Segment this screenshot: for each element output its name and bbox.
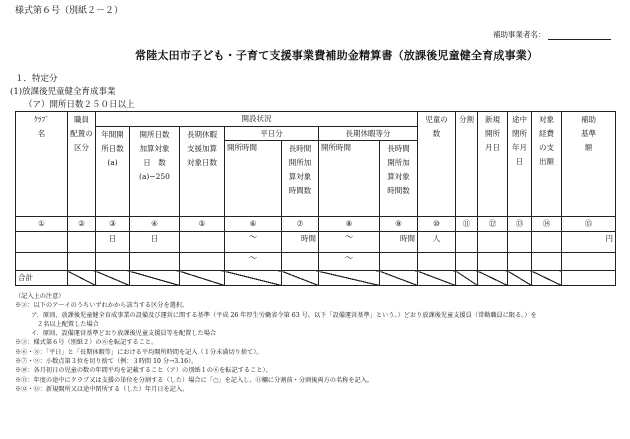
- header-children: 児童の 数: [418, 112, 456, 217]
- col-num-14: ⑭: [532, 217, 562, 232]
- cell-split: [456, 231, 478, 252]
- recipient-underline: [548, 39, 611, 40]
- cell-subsidy: 円: [562, 231, 616, 252]
- col-num-9: ⑨: [380, 217, 418, 232]
- recipient-label: 補助事業者名：: [493, 30, 546, 39]
- settlement-table: [15, 111, 616, 286]
- col-num-15: ⑮: [562, 217, 616, 232]
- diag-cell: [508, 271, 532, 286]
- col-num-11: ⑪: [456, 217, 478, 232]
- cell-vacation-long: 時間: [380, 231, 418, 252]
- col-num-13: ⑬: [508, 217, 532, 232]
- notes-title: （記入上の注意）: [15, 293, 65, 300]
- cell-new-open: [478, 231, 508, 252]
- header-vacation-hours: 開所時間: [319, 141, 380, 217]
- header-club-name: [16, 112, 68, 217]
- header-subsidy-standard: 補助 基準 額: [562, 112, 616, 217]
- diag-cell: [225, 271, 282, 286]
- diag-cell: [418, 271, 456, 286]
- header-long-vacation: 長期休暇等分: [319, 126, 418, 141]
- note-line: イ．原則、設備運営基準どおり放課後児童支援員等を配置した場合: [31, 330, 217, 338]
- cell-mid-close: [508, 231, 532, 252]
- note-line: ア．原則、放課後児童健全育成事業の設備及び運営に関する基準（平成 26 年厚生労働省令第 63 号。以下「設備運営基準」という。）どおり放課後児童支援員（常勤職員に限る。）を: [31, 311, 537, 319]
- header-vacation-long-hours: 長時間 開所加 算対象 時間数: [380, 141, 418, 217]
- diag-cell: [68, 271, 96, 286]
- header-new-open: 新規 開所 月日: [478, 112, 508, 217]
- cell-target-cost: [532, 231, 562, 252]
- cell-vacation-hours-2: ～: [319, 252, 380, 271]
- cell-open-days: 日: [96, 231, 130, 252]
- header-split: 分割: [456, 112, 478, 217]
- header-long-support-days: 長期休暇 支援加算 対象日数: [180, 126, 225, 217]
- diag-cell: [282, 271, 319, 286]
- note-line: ２名以上配置した場合: [37, 320, 99, 328]
- col-num-6: ⑥: [225, 217, 282, 232]
- header-mid-close: 途中 閉所 年月 日: [508, 112, 532, 217]
- note-line: ※⑫・⑬：新規開所又は途中閉所する（した）年月日を記入。: [15, 385, 189, 393]
- form-number: 様式第６号（別紙２－２）: [15, 6, 124, 16]
- col-num-1: ①: [16, 217, 68, 232]
- col-num-4: ④: [130, 217, 180, 232]
- diag-cell: [532, 271, 562, 286]
- diag-cell: [319, 271, 380, 286]
- table-row: [16, 252, 616, 271]
- notes: [15, 292, 537, 394]
- diag-cell: [180, 271, 225, 286]
- header-weekday-hours: 開所時間: [225, 141, 282, 217]
- col-num-7: ⑦: [282, 217, 319, 232]
- document-title: 常陸太田市子ども・子育て支援事業費補助金精算書（放課後児童健全育成事業）: [135, 49, 539, 62]
- section-heading-3: （ア）開所日数２５０日以上: [24, 100, 135, 110]
- cell-club: [16, 231, 68, 252]
- cell-children: 人: [418, 231, 456, 252]
- header-target-cost: 対象 経費 の支 出額: [532, 112, 562, 217]
- col-num-3: ③: [96, 217, 130, 232]
- col-num-2: ②: [68, 217, 96, 232]
- diag-cell: [96, 271, 130, 286]
- col-num-5: ⑤: [180, 217, 225, 232]
- section-heading-2: (1)放課後児童健全育成事業: [10, 87, 116, 97]
- cell-weekday-hours: ～: [225, 231, 282, 252]
- diag-cell: [380, 271, 418, 286]
- cell-added-days: 日: [130, 231, 180, 252]
- diag-cell: [478, 271, 508, 286]
- note-line: ※⑥・⑧：「平日」と「長期休暇等」における平均開所時間を記入（１分未満切り捨て）。: [15, 348, 263, 356]
- header-kaisetsu: 開設状況: [96, 112, 418, 127]
- total-label: 合計: [16, 271, 68, 286]
- note-line: ※⑩：各月初日の児童の数の年間平均を記載すること（ア）の別紙１の⑥を転記すること）。: [15, 367, 272, 375]
- cell-staff: [68, 231, 96, 252]
- col-num-12: ⑫: [478, 217, 508, 232]
- cell-weekday-hours-2: ～: [225, 252, 282, 271]
- club-name-label: ｸﾗﾌﾞ 名: [34, 115, 49, 138]
- column-number-row: [16, 217, 616, 232]
- header-annual-open-days: 年間開 所日数 (a): [96, 126, 130, 217]
- total-row: [16, 271, 616, 286]
- cell-weekday-long: 時間: [282, 231, 319, 252]
- diag-cell: [456, 271, 478, 286]
- note-line: ※⑪：年度の途中にクラブ又は支援の単位を分割する（した）場合に「○」を記入し、⑪欄に分割前・分割後両方の名称を記入。: [15, 376, 374, 384]
- header-added-days: 開所日数 加算対象 日 数 (a)−250: [130, 126, 180, 217]
- col-num-10: ⑩: [418, 217, 456, 232]
- header-weekday-long-hours: 長時間 開所加 算対象 時間数: [282, 141, 319, 217]
- header-staff-category: 職員 配置の 区分: [68, 112, 96, 217]
- cell-vacation-hours: ～: [319, 231, 380, 252]
- total-subsidy: [562, 271, 616, 286]
- col-num-8: ⑧: [319, 217, 380, 232]
- cell-long-support: [180, 231, 225, 252]
- section-heading-1: １．特定分: [15, 74, 58, 84]
- header-weekday: 平日分: [225, 126, 319, 141]
- table-row: [16, 231, 616, 252]
- note-line: ※⑦・⑨：小数点第３位を切り捨て（例：３時間 10 分→3.16）。: [15, 358, 198, 366]
- diag-cell: [130, 271, 180, 286]
- note-line: ※②：以下のア～イのうちいずれかから該当する区分を選択。: [15, 302, 189, 310]
- note-line: ※③：様式第６号（別紙２）の⑥を転記すること。: [15, 339, 158, 347]
